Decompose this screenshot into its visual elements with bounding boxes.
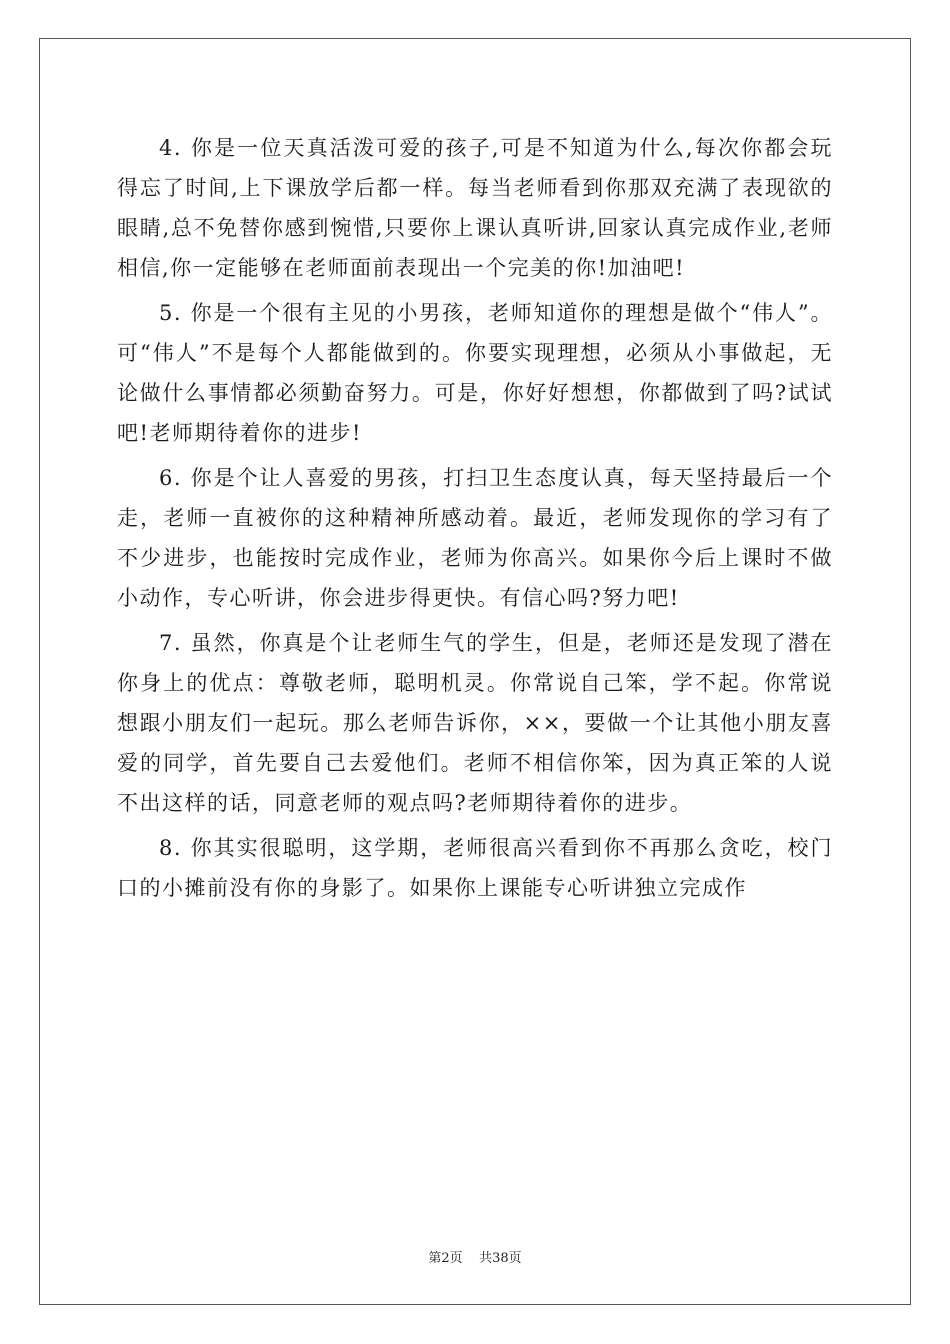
page-footer bbox=[0, 1247, 950, 1266]
document-body bbox=[117, 128, 833, 913]
page-total: 共38页 bbox=[479, 1251, 522, 1266]
paragraph-4: 4. 你是一位天真活泼可爱的孩子,可是不知道为什么,每次你都会玩得忘了时间,上下课放学后都一样。每当老师看到你那双充满了表现欲的眼睛,总不免替你感到惋惜,只要你上课认真听讲,回家认真完成作业,老师相信,你一定能够在老师面前表现出一个完美的你!加油吧! bbox=[117, 136, 833, 280]
paragraph-7: 7. 虽然，你真是个让老师生气的学生，但是，老师还是发现了潜在你身上的优点：尊敬老师，聪明机灵。你常说自己笨，学不起。你常说想跟小朋友们一起玩。那么老师告诉你，××，要做一个让其他小朋友喜爱的同学，首先要自己去爱他们。老师不相信你笨，因为真正笨的人说不出这样的话，同意老师的观点吗?老师期待着你的进步。 bbox=[117, 631, 833, 815]
paragraph-8: 8. 你其实很聪明，这学期，老师很高兴看到你不再那么贪吃，校门口的小摊前没有你的身影了。如果你上课能专心听讲独立完成作 bbox=[117, 836, 833, 900]
paragraph-6: 6. 你是个让人喜爱的男孩，打扫卫生态度认真，每天坚持最后一个走，老师一直被你的这种精神所感动着。最近，老师发现你的学习有了不少进步，也能按时完成作业，老师为你高兴。如果你今后上课时不做小动作，专心听讲，你会进步得更快。有信心吗?努力吧! bbox=[117, 466, 833, 610]
page-number: 第2页 bbox=[428, 1251, 463, 1266]
paragraph-5: 5. 你是一个很有主见的小男孩，老师知道你的理想是做个“伟人”。可“伟人”不是每个人都能做到的。你要实现理想，必须从小事做起，无论做什么事情都必须勤奋努力。可是，你好好想想，你都做到了吗?试试吧!老师期待着你的进步! bbox=[117, 301, 833, 445]
